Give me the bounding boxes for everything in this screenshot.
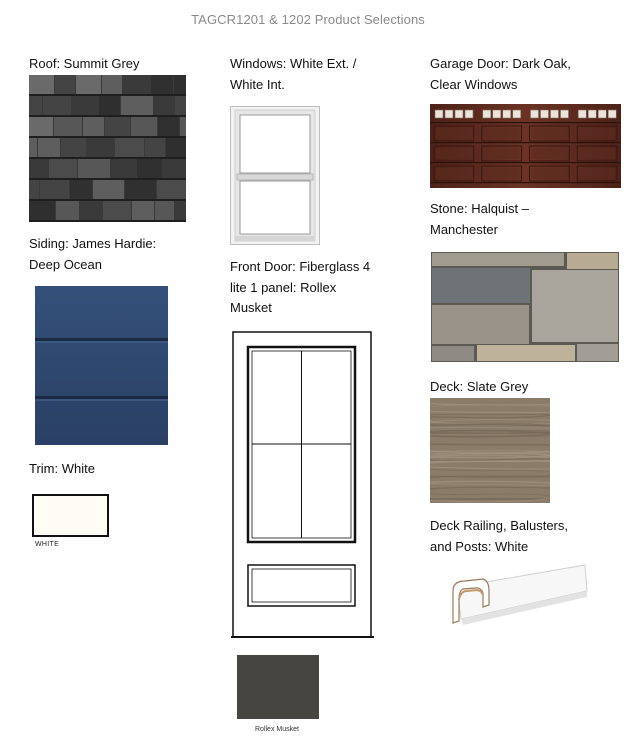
garage-door-image: [430, 104, 621, 188]
roof-label: Roof: Summit Grey: [29, 56, 140, 71]
page-title: TAGCR1201 & 1202 Product Selections: [191, 12, 425, 27]
trim-caption: WHITE: [35, 541, 60, 548]
window-drawing: [230, 106, 320, 245]
windows-label-line1: Windows: White Ext. /: [230, 56, 357, 71]
windows-label-line2: White Int.: [230, 77, 285, 92]
siding-label-line2: Deep Ocean: [29, 257, 102, 272]
garage-label-line1: Garage Door: Dark Oak,: [430, 56, 571, 71]
front-door-label-line3: Musket: [230, 300, 272, 315]
siding-swatch-image: [35, 286, 168, 445]
trim-swatch-image: [32, 494, 109, 537]
railing-label-line1: Deck Railing, Balusters,: [430, 518, 568, 533]
stone-label-line2: Manchester: [430, 222, 498, 237]
rollex-musket-swatch-image: [237, 655, 319, 719]
front-door-label-line1: Front Door: Fiberglass 4: [230, 259, 371, 274]
front-door-label-line2: lite 1 panel: Rollex: [230, 280, 337, 295]
railing-image: [449, 561, 589, 629]
trim-label: Trim: White: [29, 461, 95, 476]
door-drawing: [231, 331, 374, 638]
deck-label: Deck: Slate Grey: [430, 379, 529, 394]
deck-swatch-image: [430, 398, 550, 503]
railing-label-line2: and Posts: White: [430, 539, 529, 554]
stone-label-line1: Stone: Halquist –: [430, 201, 530, 216]
garage-label-line2: Clear Windows: [430, 77, 518, 92]
siding-label-line1: Siding: James Hardie:: [29, 236, 157, 251]
stone-swatch-image: [431, 252, 619, 362]
rollex-caption: Rollex Musket: [255, 726, 299, 733]
roof-swatch-image: [29, 75, 186, 222]
